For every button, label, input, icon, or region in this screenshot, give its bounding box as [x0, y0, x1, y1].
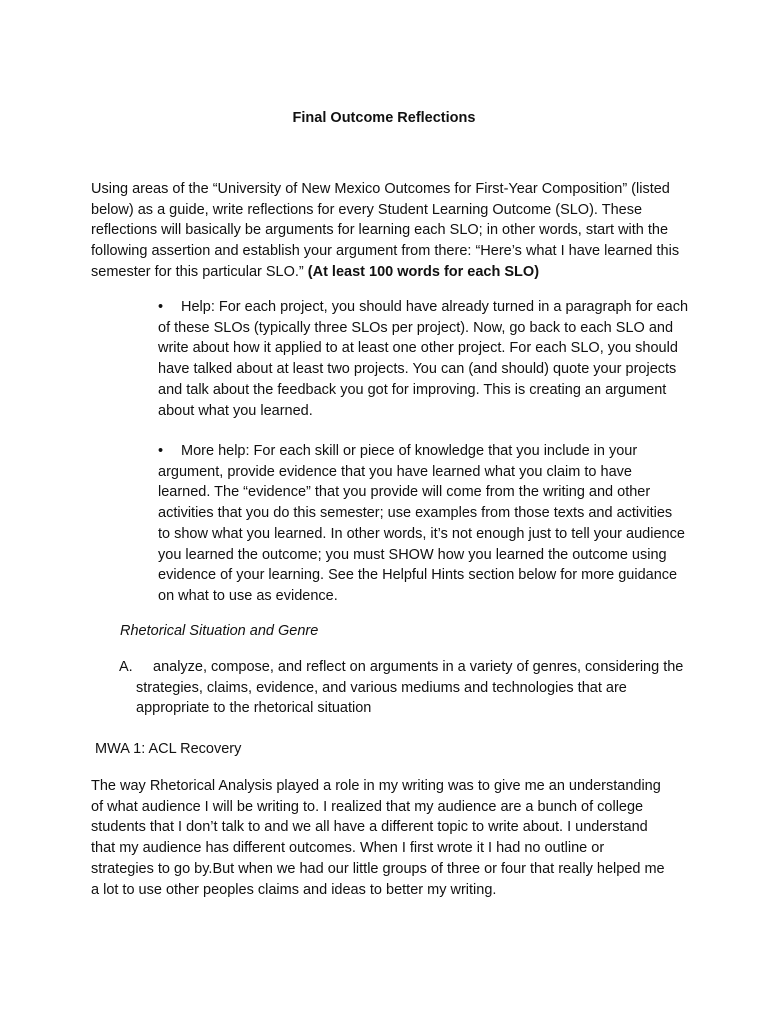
document-title: Final Outcome Reflections [292, 110, 476, 126]
bullet-marker: • [158, 299, 164, 315]
mwa-heading: MWA 1: ACL Recovery [95, 741, 242, 757]
section-heading: Rhetorical Situation and Genre [120, 623, 319, 639]
bullet-more-help [158, 441, 688, 607]
intro-paragraph [91, 179, 691, 283]
intro-text: Using areas of the “University of New Mexico Outcomes for First-Year Composition” (listed below) as a guide, write reflections for every Student Learning Outcome (SLO). These reflections will basically be arguments for learning each SLO; in other words, start with the following assertion and establish your argument from there: “Here’s what I have learned this semester for this particular SLO.” [91, 181, 680, 280]
intro-emphasis: (At least 100 words for each SLO) [307, 263, 540, 280]
bullet-marker: • [158, 443, 164, 459]
bullet-text: Help: For each project, you should have already turned in a paragraph for each of these SLOs (typically three SLOs per project). Now, go back to each SLO and write about how it applied to at least one other project. For each SLO, you should have talked about at least two projects. You can (and should) quote your projects and talk about the feedback you got for improving. This is creating an argument about what you learned. [158, 299, 689, 419]
outcome-item [119, 657, 684, 719]
outcome-letter: A. [119, 659, 133, 675]
response-paragraph: The way Rhetorical Analysis played a role in my writing was to give me an understanding of what audience I will be writing to. I realized that my audience are a bunch of college students that I don’t talk to and we all have a different topic to write about. I understand that my audience has different outcomes. When I first wrote it I had no outline or strategies to go by.But when we had our little groups of three or four that really helped me a lot to use other peoples claims and ideas to better my writing. [91, 778, 665, 898]
bullet-text: More help: For each skill or piece of knowledge that you include in your argument, provide evidence that you have learned what you claim to have learned. The “evidence” that you provide will come from the writing and other activities that you do this semester; use examples from those texts and activities to show what you learned. In other words, it’s not enough just to tell your audience you learned the outcome; you must SHOW how you learned the outcome using evidence of your learning. See the Helpful Hints section below for more guidance on what to use as evidence. [158, 443, 685, 604]
bullet-help [158, 297, 688, 421]
outcome-text: analyze, compose, and reflect on arguments in a variety of genres, considering the strategies, claims, evidence, and various mediums and technologies that are appropriate to the rhetorical situation [136, 659, 684, 717]
